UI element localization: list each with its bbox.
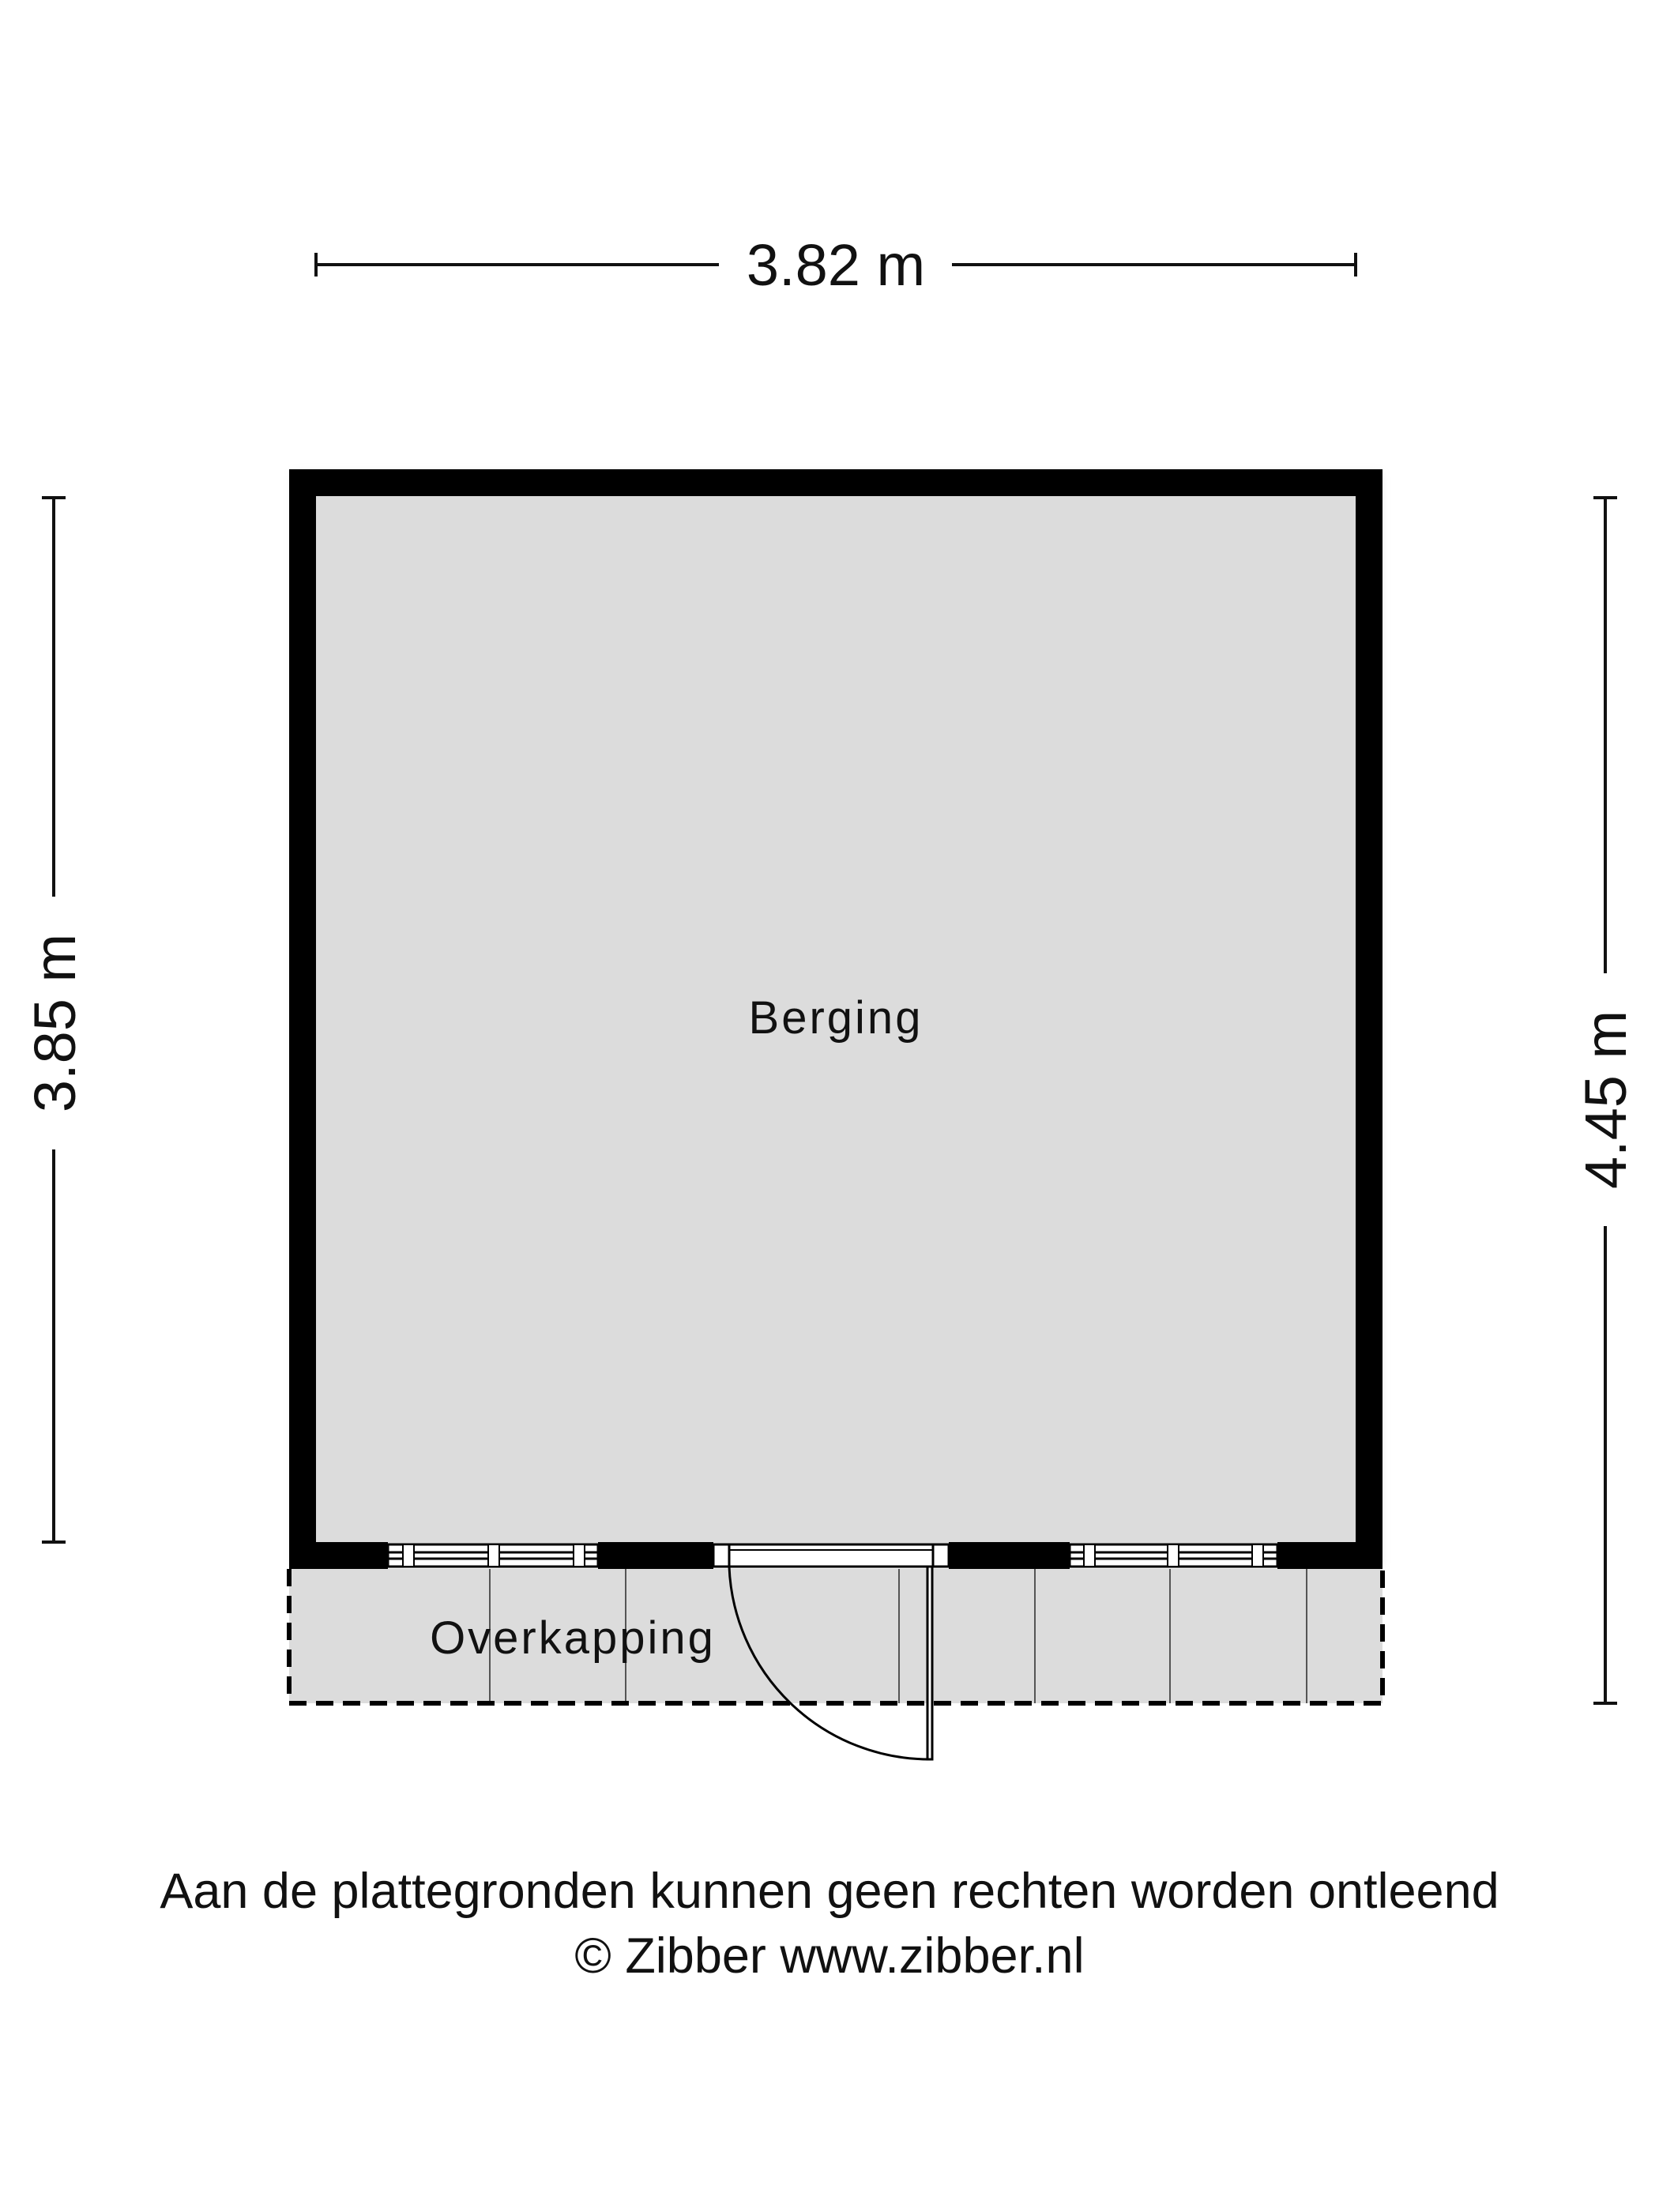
window-right xyxy=(1070,1544,1277,1567)
top-dimension xyxy=(316,232,1356,298)
footer-copyright: © Zibber www.zibber.nl xyxy=(574,1928,1085,1984)
footer-disclaimer: Aan de plattegronden kunnen geen rechten worden ontleend xyxy=(160,1864,1499,1919)
right-dimension-label: 4.45 m xyxy=(1573,1010,1638,1190)
right-dimension xyxy=(1573,498,1638,1703)
room-label-storage: Berging xyxy=(748,992,924,1044)
left-dimension xyxy=(22,498,88,1542)
room-label-covered: Overkapping xyxy=(430,1612,716,1664)
window-left xyxy=(388,1544,598,1567)
left-dimension-label: 3.85 m xyxy=(22,933,88,1113)
top-dimension-label: 3.82 m xyxy=(746,232,926,298)
